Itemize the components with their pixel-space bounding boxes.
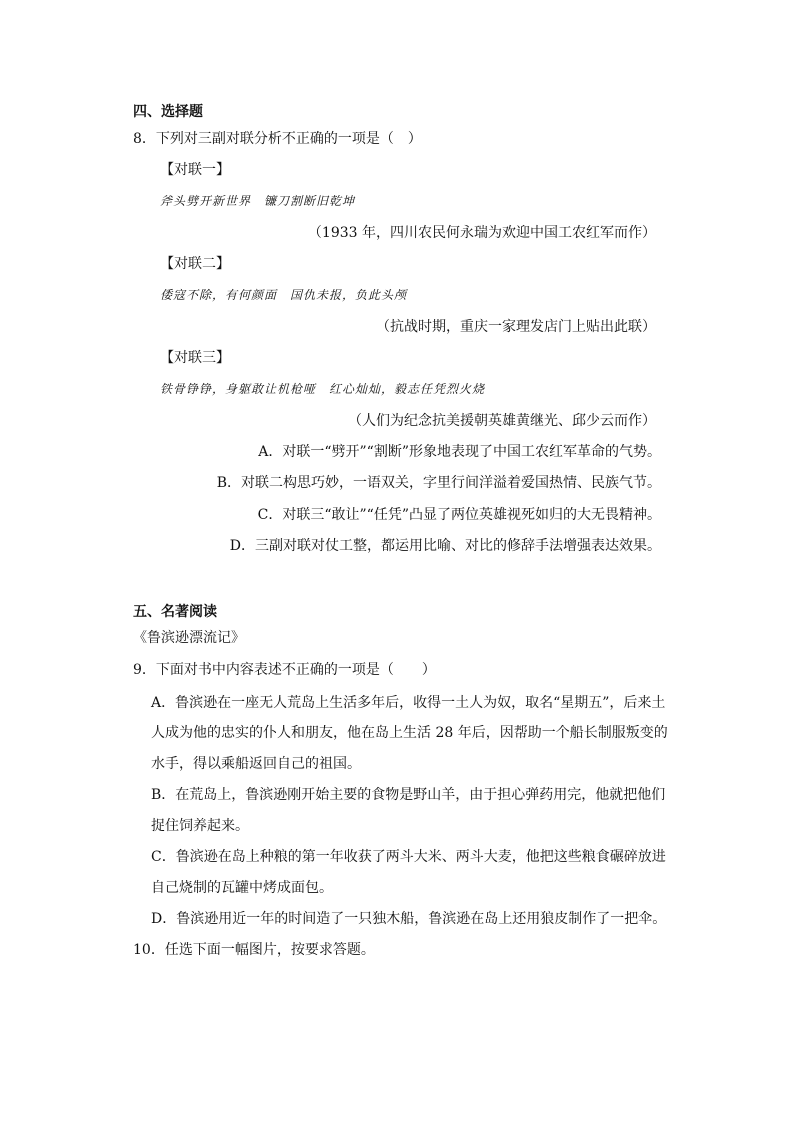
book-title: 《鲁滨逊漂流记》: [133, 630, 245, 646]
section-heading-reading: 五、名著阅读: [133, 604, 217, 620]
section-heading-choice: 四、选择题: [133, 104, 203, 120]
couplet-2-text: 倭寇不除，有何颜面 国仇未报，负此头颅: [160, 288, 408, 302]
couplet-1-text: 斧头劈开新世界 镰刀割断旧乾坤: [160, 194, 356, 208]
couplet-3-label: 【对联三】: [160, 350, 230, 366]
q9-option-d: D．鲁滨逊用近一年的时间造了一只独木船，鲁滨逊在岛上还用狼皮制作了一把伞。: [151, 911, 667, 927]
option-c: C．对联三“敢让”“任凭”凸显了两位英雄视死如归的大无畏精神。: [257, 507, 661, 523]
couplet-2-note: （抗战时期，重庆一家理发店门上贴出此联）: [376, 319, 656, 335]
couplet-3-note: （人们为纪念抗美援朝英雄黄继光、邱少云而作）: [348, 413, 656, 429]
question-9-stem: 9．下面对书中内容表述不正确的一项是（ ）: [133, 662, 436, 678]
option-a: A．对联一“劈开”“割断”形象地表现了中国工农红军革命的气势。: [258, 444, 661, 460]
couplet-2-label: 【对联二】: [160, 256, 230, 272]
question-8-stem: 8．下列对三副对联分析不正确的一项是（ ）: [133, 131, 422, 147]
q9-option-a-line-1: A．鲁滨逊在一座无人荒岛上生活多年后，收得一土人为奴，取名“星期五”，后来土: [151, 695, 666, 711]
question-10-stem: 10．任选下面一幅图片，按要求答题。: [133, 942, 375, 958]
option-b: B．对联二构思巧妙，一语双关，字里行间洋溢着爱国热情、民族气节。: [216, 475, 661, 491]
q9-option-a-line-3: 水手，得以乘船返回自己的祖国。: [151, 756, 361, 772]
q9-option-a-line-2: 人成为他的忠实的仆人和朋友，他在岛上生活 28 年后，因帮助一个船长制服叛变的: [151, 725, 668, 741]
q9-option-b-line-1: B．在荒岛上，鲁滨逊刚开始主要的食物是野山羊，由于担心弹药用完，他就把他们: [151, 787, 666, 803]
couplet-1-label: 【对联一】: [160, 162, 230, 178]
option-d: D．三副对联对仗工整，都运用比喻、对比的修辞手法增强表达效果。: [229, 538, 661, 554]
couplet-3-text: 铁骨铮铮，身躯敢让机枪哑 红心灿灿，毅志任凭烈火烧: [160, 382, 486, 396]
q9-option-c-line-1: C．鲁滨逊在岛上种粮的第一年收获了两斗大米、两斗大麦，他把这些粮食碾碎放进: [151, 849, 666, 865]
q9-option-b-line-2: 捉住饲养起来。: [151, 818, 249, 834]
q9-option-c-line-2: 自己烧制的瓦罐中烤成面包。: [151, 880, 333, 896]
couplet-1-note: （1933 年，四川农民何永瑞为欢迎中国工农红军而作）: [307, 225, 656, 241]
